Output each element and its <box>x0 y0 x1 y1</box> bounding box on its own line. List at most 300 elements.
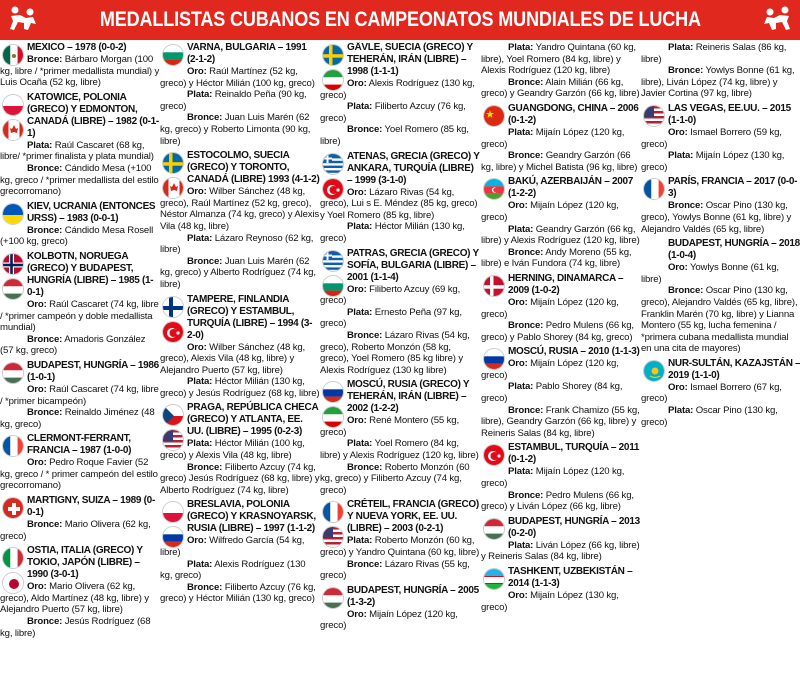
medal-winners: Héctor Milián (130 kg, greco) y Jesús Rodríguez (68 kg, libre) <box>160 376 320 399</box>
championship-entry <box>160 294 320 400</box>
championship-entry <box>641 176 800 235</box>
flag-france-icon <box>643 178 665 200</box>
championship-entry <box>481 42 641 100</box>
medal-line <box>320 415 480 438</box>
medal-line <box>481 200 641 223</box>
wrestlers-icon <box>760 4 794 36</box>
flags <box>2 497 24 519</box>
championship-entry <box>641 238 800 355</box>
medal-line <box>320 284 480 307</box>
medal-line <box>320 609 480 632</box>
championship-entry <box>160 42 320 147</box>
medal-label: Plata: <box>27 139 53 151</box>
medal-label: Bronce: <box>347 329 383 341</box>
championship-entry <box>641 42 800 100</box>
medal-winners: Mario Olivera (62 kg, greco) <box>0 519 151 542</box>
medal-line <box>481 358 641 381</box>
medal-line <box>160 256 320 291</box>
championship-heading: GÄVLE, SUECIA (GRECO) Y TEHERÁN, IRÁN (LIBRE) – 1998 (1-1-1) <box>347 42 473 77</box>
championship-heading: KOLBOTN, NORUEGA (GRECO) Y BUDAPEST, HUNGRÍA (LIBRE) – 1985 (1-0-1) <box>27 250 154 298</box>
medal-label: Oro: <box>347 283 367 295</box>
medal-line <box>481 381 641 404</box>
flags <box>483 444 505 466</box>
medal-line <box>481 490 641 513</box>
flag-japan-icon <box>2 572 24 594</box>
medal-line <box>320 438 480 461</box>
medal-line <box>641 150 800 173</box>
wrestlers-icon <box>6 4 40 36</box>
championship-entry <box>481 442 641 512</box>
medal-winners: Oscar Pino (130 kg, greco), Alejandro Valdés (65 kg, libre), Franklin Marén (70 kg, libre) y Lianna Montero (55 kg, lucha femenina / *primera cubana medallista mundial en una cita de mayores) <box>641 285 798 355</box>
column-2 <box>160 42 320 677</box>
medal-label: Oro: <box>508 358 528 370</box>
championship-entry <box>481 103 641 173</box>
championship-heading: LAS VEGAS, EE.UU. – 2015 (1-1-0) <box>668 102 791 126</box>
flag-greece-icon <box>322 250 344 272</box>
medal-label: Oro: <box>347 415 367 427</box>
medal-winners: Wilber Sánchez (48 kg, greco), Raúl Martínez (52 kg, greco), Néstor Almanza (74 kg, greco) y Alexis Vila (48 kg, libre) <box>160 186 320 232</box>
championship-heading: TASHKENT, UZBEKISTÁN – 2014 (1-1-3) <box>508 566 633 589</box>
medal-line <box>481 127 641 150</box>
medal-label: Bronce: <box>27 333 63 345</box>
flags <box>643 105 665 127</box>
championship-heading: GUANGDONG, CHINA – 2006 (0-1-2) <box>508 102 639 126</box>
championship-entry <box>641 358 800 428</box>
medal-label: Bronce: <box>187 112 223 124</box>
medal-winners: Cándido Mesa Rosell (+100 kg, greco) <box>0 224 154 248</box>
medal-winners: Reineris Salas (86 kg, libre) <box>641 42 787 65</box>
championship-heading: MOSCÚ, RUSIA (GRECO) Y TEHERÁN, IRÁN (LIBRE) – 2002 (1-2-2) <box>347 379 470 415</box>
medal-winners: Pablo Shorey (84 kg, greco) <box>481 381 623 405</box>
medal-winners: Andy Moreno (55 kg, libre) e Iván Fundora (74 kg, libre) <box>481 246 632 270</box>
medal-label: Bronce: <box>347 124 383 136</box>
championship-columns <box>0 42 800 677</box>
medal-label: Bronce: <box>27 54 63 65</box>
medal-winners: Cándido Mesa (+100 kg, greco / *primer medallista del estilo grecorromano) <box>0 162 159 198</box>
flag-turkey-icon <box>322 178 344 200</box>
championship-heading: PATRAS, GRECIA (GRECO) Y SOFÍA, BULGARIA (LIBRE) – 2001 (1-1-4) <box>347 247 479 283</box>
medal-line <box>320 535 480 558</box>
medal-label: Bronce: <box>187 461 223 473</box>
medal-winners: Geandry Garzón (66 kg, libre) y Alexis Rodríguez (120 kg, libre) <box>481 223 640 247</box>
medal-line <box>160 438 320 461</box>
medal-line <box>0 616 160 639</box>
flags <box>483 178 505 200</box>
medal-label: Plata: <box>668 150 694 162</box>
medal-winners: Juan Luis Marén (62 kg, greco) y Alberto Rodríguez (74 kg, libre) <box>160 255 316 290</box>
medal-line <box>160 66 320 89</box>
flag-france-icon <box>322 501 344 523</box>
flags <box>162 152 184 199</box>
championship-entry <box>0 201 160 248</box>
medal-winners: Mijaín López (130 kg, greco) <box>641 150 785 173</box>
medal-line <box>0 299 160 334</box>
championship-entry <box>320 499 480 581</box>
flags <box>322 250 344 297</box>
medal-winners: Geandry Garzón (66 kg, libre) y Michel Batista (96 kg, libre) <box>481 150 638 173</box>
medal-line <box>481 77 641 100</box>
flag-hungary-icon <box>2 278 24 300</box>
medal-winners: Lázaro Rivas (54 kg, greco), Lui s E. Méndez (85 kg, greco) y Yoel Romero (85 kg, libre) <box>320 186 478 221</box>
medal-line <box>0 163 160 198</box>
medal-label: Plata: <box>187 376 213 388</box>
column-3 <box>320 42 480 677</box>
medal-winners: René Montero (55 kg, greco) <box>320 415 459 438</box>
championship-heading: BUDAPEST, HUNGRÍA – 2018 (1-0-4) <box>668 238 800 262</box>
medal-winners: Liván López (66 kg, libre) y Reineris Salas (84 kg, libre) <box>481 539 640 563</box>
medal-label: Plata: <box>508 381 534 393</box>
medal-winners: Mijaín López (120 kg, greco) <box>481 296 619 320</box>
medal-line <box>641 262 800 285</box>
flags <box>483 348 505 370</box>
medal-label: Plata: <box>187 558 213 570</box>
medal-winners: Oscar Pino (130 kg, greco), Yowlys Bonne (61 kg, libre) y Alejandro Valdés (65 kg, libre) <box>641 200 792 235</box>
medal-label: Bronce: <box>508 489 544 501</box>
championship-entry <box>641 103 800 173</box>
medal-winners: Wilfredo García (54 kg, libre) <box>160 535 305 559</box>
medal-line <box>481 405 641 440</box>
medal-winners: Raúl Cascaret (74 kg, libre / *primer bicampeón) <box>0 383 159 407</box>
flags <box>643 178 665 200</box>
column-5 <box>641 42 800 677</box>
medal-line <box>160 376 320 399</box>
medal-winners: Mario Olivera (62 kg, greco), Aldo Martínez (48 kg, libre) y Alejandro Puerto (57 kg, libre) <box>0 581 149 616</box>
flags <box>2 547 24 594</box>
championship-heading: BAKÚ, AZERBAIJÁN – 2007 (1-2-2) <box>508 176 633 200</box>
championship-heading: BUDAPEST, HUNGRÍA – 2013 (0-2-0) <box>508 515 640 539</box>
medal-winners: Mijaín López (130 kg, greco) <box>481 590 619 613</box>
medal-line <box>0 457 160 492</box>
medal-label: Plata: <box>347 438 373 450</box>
medal-label: Plata: <box>347 101 373 113</box>
flag-hungary-icon <box>2 362 24 384</box>
medal-line <box>481 297 641 320</box>
page-title: MEDALLISTAS CUBANOS EN CAMPEONATOS MUNDIALES DE LUCHA <box>99 8 701 31</box>
flag-turkey-icon <box>162 321 184 343</box>
flags <box>2 94 24 141</box>
medal-label: Bronce: <box>27 616 63 628</box>
championship-heading: ESTAMBUL, TURQUÍA – 2011 (0-1-2) <box>508 442 640 466</box>
medal-winners: Ismael Borrero (67 kg, greco) <box>641 381 782 405</box>
championship-entry <box>481 516 641 563</box>
medal-label: Plata: <box>508 466 534 478</box>
flag-usa-icon <box>643 105 665 127</box>
medal-label: Bronce: <box>27 162 63 174</box>
column-4 <box>481 42 641 677</box>
medal-label: Bronce: <box>27 407 63 419</box>
medal-label: Oro: <box>508 590 528 601</box>
medal-label: Bronce: <box>668 65 704 77</box>
medal-label: Plata: <box>187 232 213 244</box>
flag-hungary-icon <box>322 587 344 609</box>
flag-kazakhstan-icon <box>643 360 665 382</box>
championship-heading: BUDAPEST, HUNGRÍA – 2005 (1-3-2) <box>347 584 479 608</box>
flag-sweden-icon <box>322 44 344 66</box>
medal-line <box>320 307 480 330</box>
medal-label: Oro: <box>347 78 367 89</box>
flag-azerbaijan-icon <box>483 178 505 200</box>
flag-poland-icon <box>2 94 24 116</box>
championship-entry <box>481 273 641 343</box>
flag-hungary-icon <box>483 518 505 540</box>
championship-heading: TAMPERE, FINLANDIA (GRECO) Y ESTAMBUL, TURQUÍA (LIBRE) – 1994 (3-2-0) <box>187 293 313 341</box>
medal-label: Oro: <box>668 262 688 274</box>
medal-winners: Mijaín López (120 kg, greco) <box>481 126 625 150</box>
flag-usa-icon <box>322 526 344 548</box>
flags <box>2 203 24 225</box>
championship-entry <box>320 379 480 496</box>
championship-entry <box>160 499 320 605</box>
championship-entry <box>0 495 160 542</box>
medal-line <box>320 462 480 497</box>
championship-entry <box>160 402 320 496</box>
flags <box>2 253 24 300</box>
medal-winners: Alain Milián (66 kg, greco) y Geandry Garzón (66 kg, libre) <box>481 76 640 100</box>
flag-canada-icon <box>2 119 24 141</box>
flags <box>2 435 24 457</box>
medal-label: Oro: <box>27 581 47 593</box>
medal-winners: Mijaín López (120 kg, greco) <box>481 200 619 223</box>
flag-china-icon <box>483 105 505 127</box>
medal-label: Plata: <box>508 42 534 53</box>
flag-france-icon <box>2 435 24 457</box>
flags <box>2 362 24 384</box>
championship-heading: ESTOCOLMO, SUECIA (GRECO) Y TORONTO, CANADÁ (LIBRE) 1993 (4-1-2) <box>187 150 320 186</box>
medal-line <box>0 519 160 542</box>
medal-winners: Lázaro Reynoso (62 kg, libre) <box>160 232 314 256</box>
championship-entry <box>320 42 480 148</box>
medal-line <box>481 320 641 343</box>
medal-line <box>641 285 800 355</box>
medal-line <box>0 334 160 357</box>
flags <box>162 404 184 451</box>
flag-finland-icon <box>162 296 184 318</box>
column-1 <box>0 42 160 677</box>
medal-line <box>160 582 320 605</box>
flag-turkey-icon <box>483 444 505 466</box>
medal-line <box>160 112 320 147</box>
medal-line <box>481 590 641 613</box>
championship-heading: MARTIGNY, SUIZA – 1989 (0-0-1) <box>27 495 155 519</box>
medal-line <box>320 78 480 101</box>
championship-heading: KIEV, UCRANIA (ENTONCES URSS) – 1983 (0-0-1) <box>27 200 156 224</box>
medal-winners: Ismael Borrero (59 kg, greco) <box>641 126 782 150</box>
medal-winners: Pedro Mulens (66 kg, greco) y Pablo Shorey (84 kg, greco) <box>481 320 634 343</box>
medal-label: Plata: <box>508 126 534 138</box>
medal-label: Oro: <box>27 457 47 469</box>
medal-winners: Reinaldo Jiménez (48 kg, greco) <box>0 407 155 430</box>
medal-label: Bronce: <box>187 581 223 593</box>
medal-winners: Filiberto Azcuy (74 kg, greco) Jesús Rodríguez (68 kg, libre) y Alberto Rodríguez (74 kg, libre) <box>160 461 320 496</box>
flag-iran-icon <box>322 406 344 428</box>
medal-line <box>481 540 641 563</box>
medal-label: Oro: <box>27 298 47 310</box>
flag-bulgaria-icon <box>162 44 184 66</box>
flags <box>643 360 665 382</box>
medal-winners: Mijaín López (120 kg, greco) <box>481 358 619 381</box>
medal-winners: Filiberto Azcuy (76 kg, greco) <box>320 101 466 124</box>
flag-norway-icon <box>2 253 24 275</box>
medal-winners: Filiberto Azcuy (69 kg, greco) <box>320 283 461 307</box>
medal-line <box>481 466 641 489</box>
medal-line <box>641 382 800 405</box>
medal-line <box>0 54 160 89</box>
flags <box>483 275 505 297</box>
medal-label: Bronce: <box>668 200 704 212</box>
championship-heading: CLERMONT-FERRANT, FRANCIA – 1987 (1-0-0) <box>27 433 132 457</box>
championship-entry <box>0 360 160 430</box>
medal-winners: Héctor Milián (100 kg, greco) y Alexis Vila (48 kg, libre) <box>160 438 305 462</box>
flag-russia-icon <box>483 348 505 370</box>
championship-entry <box>0 545 160 639</box>
championship-entry <box>320 248 480 377</box>
medal-winners: Mijaín López (120 kg, greco) <box>481 466 625 490</box>
medal-line <box>160 186 320 232</box>
flags <box>483 105 505 127</box>
medal-winners: Mijaín López (120 kg, greco) <box>320 608 458 632</box>
medal-label: Plata: <box>347 306 373 318</box>
medal-line <box>320 187 480 222</box>
medal-line <box>641 42 800 65</box>
medal-winners: Reinaldo Peña (90 kg, greco) <box>160 89 307 112</box>
medal-winners: Amadoris González (57 kg, greco) <box>0 333 146 357</box>
medal-label: Plata: <box>187 89 213 101</box>
medal-label: Oro: <box>27 383 47 395</box>
championship-heading: BRESLAVIA, POLONIA (GRECO) Y KRASNOYARSK, RUSIA (LIBRE) – 1997 (1-1-2) <box>187 499 316 535</box>
championship-entry <box>0 251 160 357</box>
championship-heading: CRÉTEIL, FRANCIA (GRECO) Y NUEVA YORK, EE. UU. (LIBRE) – 2003 (0-2-1) <box>347 499 479 535</box>
medal-line <box>0 581 160 616</box>
medal-line <box>160 559 320 582</box>
medal-winners: Yowlys Bonne (61 kg, libre), Liván López (74 kg, libre) y Javier Cortina (97 kg, libre) <box>641 65 795 100</box>
medal-winners: Juan Luis Marén (62 kg, greco) y Roberto Limonta (90 kg, libre) <box>160 112 311 147</box>
medal-winners: Raúl Cascaret (74 kg, libre / *primer campeón y doble medallista mundial) <box>0 298 159 334</box>
championship-heading: NUR-SULTÁN, KAZAJSTÁN – 2019 (1-1-0) <box>668 357 800 381</box>
flag-poland-icon <box>162 501 184 523</box>
medal-winners: Yowlys Bonne (61 kg, libre) <box>641 262 779 285</box>
medal-label: Plata: <box>668 405 694 417</box>
medal-winners: Ernesto Peña (97 kg, greco) <box>320 306 462 330</box>
medal-winners: Alexis Rodríguez (130 kg, greco) <box>160 558 306 582</box>
medal-label: Bronce: <box>187 255 223 267</box>
medal-winners: Roberto Monzón (60 kg, greco) y Filiberto Azcuy (74 kg, greco) <box>320 461 470 496</box>
medal-line <box>320 124 480 147</box>
medal-label: Plata: <box>508 539 534 551</box>
championship-entry <box>481 566 641 613</box>
championship-heading: MOSCÚ, RUSIA – 2010 (1-1-3) <box>508 346 640 358</box>
medal-label: Bronce: <box>347 558 383 570</box>
medal-line <box>320 221 480 244</box>
medal-winners: Wilber Sánchez (48 kg, greco), Alexis Vila (48 kg, libre) y Alejandro Puerto (57 kg, libre) <box>160 341 306 376</box>
medal-winners: Pedro Mulens (66 kg, greco) y Liván López (66 kg, libre) <box>481 489 634 513</box>
flags <box>322 501 344 548</box>
flags <box>162 501 184 548</box>
flag-russia-icon <box>162 526 184 548</box>
flag-czech-icon <box>162 404 184 426</box>
medal-line <box>481 224 641 247</box>
flag-bulgaria-icon <box>322 275 344 297</box>
flag-sweden-icon <box>162 152 184 174</box>
medal-line <box>160 233 320 256</box>
championship-heading: HERNING, DINAMARCA – 2009 (1-0-2) <box>508 272 624 296</box>
medal-label: Oro: <box>187 186 207 198</box>
medal-label: Bronce: <box>347 461 383 473</box>
flag-uzbekistan-icon <box>483 568 505 590</box>
medal-winners: Héctor Milián (130 kg, greco) <box>320 221 465 244</box>
flags <box>162 296 184 343</box>
championship-heading: PARÍS, FRANCIA – 2017 (0-0-3) <box>668 176 798 200</box>
medal-label: Oro: <box>668 381 688 393</box>
medal-label: Oro: <box>668 126 688 138</box>
championship-heading: KATOWICE, POLONIA (GRECO) Y EDMONTON, CANADÁ (LIBRE) – 1982 (0-1-1) <box>27 91 159 139</box>
championship-entry <box>320 151 480 245</box>
flag-iran-icon <box>322 69 344 91</box>
medal-label: Bronce: <box>668 285 704 297</box>
medal-label: Oro: <box>508 200 528 212</box>
medal-label: Bronce: <box>508 320 544 332</box>
medal-winners: Lázaro Rivas (54 kg, greco), Roberto Monzón (58 kg, greco), Yoel Romero (85 kg libre) y Alexis Rodríguez (130 kg libre) <box>320 329 470 376</box>
medal-line <box>160 462 320 497</box>
flag-usa-icon <box>162 429 184 451</box>
medal-label: Bronce: <box>27 224 63 236</box>
medal-label: Oro: <box>187 66 207 77</box>
medal-label: Plata: <box>187 438 213 450</box>
medal-winners: Yoel Romero (84 kg, libre) y Alexis Rodríguez (120 kg, libre) <box>320 438 479 462</box>
medal-label: Oro: <box>347 608 367 620</box>
championship-entry <box>320 585 480 632</box>
medal-winners: Yandro Quintana (60 kg, libre), Yoel Romero (84 kg, libre) y Alexis Rodríguez (120 kg, libre) <box>481 42 636 77</box>
medal-label: Oro: <box>187 341 207 353</box>
medal-line <box>0 225 160 248</box>
flags <box>322 381 344 428</box>
medal-line <box>481 247 641 270</box>
medal-line <box>160 342 320 377</box>
flag-italy-icon <box>2 547 24 569</box>
flag-mexico-icon <box>2 44 24 66</box>
medal-line <box>0 407 160 430</box>
medal-label: Oro: <box>347 186 367 198</box>
medal-line <box>641 200 800 235</box>
flag-greece-icon <box>322 153 344 175</box>
medal-winners: Pedro Roque Favier (52 kg, greco / * primer campeón del estilo grecorromano) <box>0 457 158 492</box>
medal-label: Bronce: <box>508 150 544 162</box>
medal-label: Plata: <box>347 221 373 233</box>
medal-line <box>160 89 320 112</box>
medal-line <box>641 405 800 428</box>
medal-label: Oro: <box>187 535 207 547</box>
medal-winners: Lázaro Rivas (55 kg, greco) <box>320 558 470 582</box>
medal-line <box>481 150 641 173</box>
title-banner <box>0 0 800 40</box>
championship-entry <box>0 92 160 198</box>
medal-winners: Raúl Martínez (52 kg, greco) y Héctor Milián (100 kg, greco) <box>160 66 315 89</box>
medal-winners: Filiberto Azcuy (76 kg, greco) y Héctor Milián (130 kg, greco) <box>160 581 316 605</box>
medal-winners: Oscar Pino (130 kg, greco) <box>641 405 778 428</box>
medal-winners: Raúl Cascaret (68 kg, libre/ *primer finalista y plata mundial) <box>0 139 154 163</box>
championship-heading: BUDAPEST, HUNGRÍA – 1986 (1-0-1) <box>27 359 159 383</box>
championship-heading: VARNA, BULGARIA – 1991 (2-1-2) <box>187 42 307 65</box>
medal-line <box>160 535 320 558</box>
flags <box>322 587 344 609</box>
medal-label: Bronce: <box>508 404 544 416</box>
championship-entry <box>160 150 320 290</box>
championship-entry <box>0 42 160 89</box>
medal-line <box>320 330 480 376</box>
medal-line <box>0 140 160 163</box>
flags <box>2 44 24 66</box>
medal-winners: Alexis Rodríguez (130 kg, greco) <box>320 78 475 101</box>
medal-label: Plata: <box>347 535 373 547</box>
